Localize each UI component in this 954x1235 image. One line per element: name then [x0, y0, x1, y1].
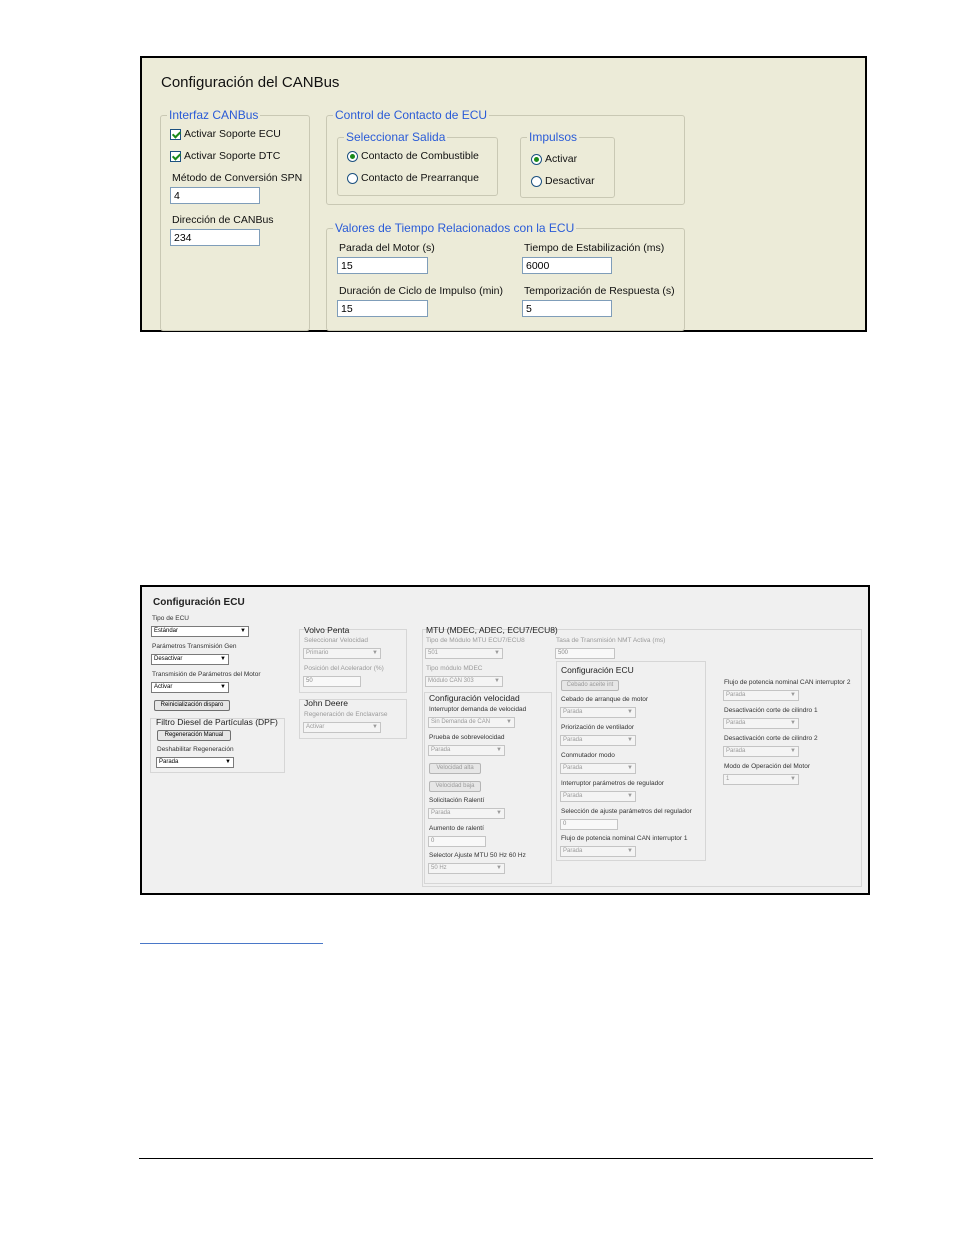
pulse-cycle-duration-label: Duración de Ciclo de Impulso (min)	[339, 285, 503, 297]
dpf-group	[150, 718, 285, 773]
mdec-type-label: Tipo módulo MDEC	[426, 665, 483, 672]
footer-rule	[139, 1158, 873, 1159]
engine-stop-label: Parada del Motor (s)	[339, 242, 435, 254]
volvo-penta-title: Volvo Penta	[304, 625, 350, 635]
deere-regen-dropdown[interactable]	[303, 722, 381, 733]
cyl-cutout-2-value: Parada	[726, 748, 746, 754]
gen-params-label: Parámetros Transmisión Gen	[152, 643, 237, 650]
chevron-down-icon: ▼	[220, 684, 226, 690]
chevron-down-icon: ▼	[627, 737, 633, 743]
idle-request-value: Parada	[431, 810, 451, 816]
volvo-speed-dropdown[interactable]	[303, 648, 381, 659]
fuel-contact-radio[interactable]	[347, 150, 479, 162]
pulses-disable-label: Desactivar	[545, 175, 595, 187]
governor-switch-dropdown[interactable]	[560, 791, 636, 802]
ecu-support-checkbox[interactable]	[170, 128, 281, 140]
canbus-address-label: Dirección de CANBus	[172, 214, 274, 226]
mode-switch-label: Conmutador modo	[561, 752, 615, 759]
engine-params-value: Activar	[154, 684, 173, 690]
interfaz-canbus-legend: Interfaz CANBus	[169, 108, 259, 122]
chevron-down-icon: ▼	[494, 650, 500, 656]
power-flow-2-dropdown[interactable]	[723, 690, 799, 701]
chevron-down-icon: ▼	[220, 656, 226, 662]
overspeed-test-value: Parada	[431, 747, 451, 753]
gen-params-value: Desactivar	[154, 656, 183, 662]
disable-regen-dropdown[interactable]	[156, 757, 234, 768]
mtu-module-dropdown[interactable]	[425, 648, 503, 659]
speed-demand-dropdown[interactable]	[428, 717, 515, 728]
canbus-address-input[interactable]: 234	[170, 229, 260, 246]
chevron-down-icon: ▼	[627, 765, 633, 771]
chevron-down-icon: ▼	[240, 628, 246, 634]
john-deere-title: John Deere	[304, 698, 348, 708]
start-prime-dropdown[interactable]	[560, 707, 636, 718]
chevron-down-icon: ▼	[627, 848, 633, 854]
ecu-type-value: Estándar	[154, 628, 179, 634]
cyl-cutout-1-value: Parada	[726, 720, 746, 726]
dpf-title: Filtro Diesel de Partículas (DPF)	[156, 717, 278, 727]
ecu-support-label: Activar Soporte ECU	[184, 128, 281, 140]
mtu-ecu-config-title: Configuración ECU	[561, 665, 634, 675]
mtu-module-value: 501	[428, 650, 439, 656]
disable-regen-label: Deshabilitar Regeneración	[157, 746, 234, 753]
response-timing-input[interactable]: 5	[522, 300, 612, 317]
disable-regen-value: Parada	[159, 759, 179, 765]
nmt-rate-label: Tasa de Transmisión NMT Activa (ms)	[556, 637, 666, 644]
freq-selector-dropdown[interactable]	[428, 863, 505, 874]
checkbox-checked-icon[interactable]	[170, 151, 181, 162]
mtu-ecu-config-group	[556, 661, 706, 861]
freq-selector-value: 50 Hz	[431, 865, 447, 871]
power-flow-1-label: Flujo de potencia nominal CAN interruptor 1	[561, 835, 688, 842]
speed-demand-value: Sin Demanda de CAN	[431, 719, 491, 725]
volvo-throttle-label: Posición del Acelerador (%)	[304, 665, 384, 672]
volvo-speed-value: Primario	[306, 650, 329, 656]
overspeed-test-dropdown[interactable]	[428, 745, 505, 756]
chevron-down-icon: ▼	[790, 776, 796, 782]
precrank-contact-label: Contacto de Prearranque	[361, 172, 479, 184]
mtu-module-label: Tipo de Módulo MTU ECU7/ECU8	[426, 637, 525, 644]
chevron-down-icon: ▼	[372, 724, 378, 730]
spn-method-label: Método de Conversión SPN	[172, 172, 303, 184]
ecu-time-values-legend: Valores de Tiempo Relacionados con la ECU	[335, 221, 575, 235]
pulses-group	[520, 130, 615, 198]
chevron-down-icon: ▼	[372, 650, 378, 656]
radio-selected-icon[interactable]	[531, 154, 542, 165]
engine-mode-dropdown[interactable]	[723, 774, 799, 785]
low-speed-button[interactable]: Velocidad baja	[429, 781, 481, 792]
dtc-support-label: Activar Soporte DTC	[184, 150, 281, 162]
chevron-down-icon: ▼	[627, 709, 633, 715]
pulses-enable-label: Activar	[545, 153, 578, 165]
chevron-down-icon: ▼	[225, 759, 231, 765]
high-speed-button[interactable]: Velocidad alta	[429, 763, 481, 774]
idle-increase-label: Aumento de ralentí	[429, 825, 484, 832]
chevron-down-icon: ▼	[496, 810, 502, 816]
response-timing-label: Temporización de Respuesta (s)	[524, 285, 675, 297]
chevron-down-icon: ▼	[790, 720, 796, 726]
dtc-support-checkbox[interactable]	[170, 150, 280, 162]
chevron-down-icon: ▼	[496, 747, 502, 753]
speed-demand-label: Interruptor demanda de velocidad	[429, 706, 527, 713]
power-flow-1-value: Parada	[563, 848, 583, 854]
idle-request-dropdown[interactable]	[428, 808, 505, 819]
mode-switch-dropdown[interactable]	[560, 763, 636, 774]
interfaz-canbus-group	[160, 108, 310, 331]
start-prime-label: Cebado de arranque de motor	[561, 696, 649, 703]
governor-select-input[interactable]: 0	[560, 819, 618, 830]
ecu-type-label: Tipo de ECU	[152, 615, 189, 622]
checkbox-checked-icon[interactable]	[170, 129, 181, 140]
canbus-config-panel	[140, 56, 867, 332]
reset-trip-button[interactable]: Reinicialización disparo	[154, 700, 230, 711]
mtu-title: MTU (MDEC, ADEC, ECU7/ECU8)	[426, 625, 558, 635]
precrank-contact-radio[interactable]	[347, 172, 479, 184]
ecu-title: Configuración ECU	[153, 597, 245, 608]
chevron-down-icon: ▼	[496, 865, 502, 871]
mdec-type-dropdown[interactable]	[425, 676, 503, 687]
engine-mode-label: Modo de Operación del Motor	[724, 763, 810, 770]
canbus-title: Configuración del CANBus	[161, 74, 340, 91]
pulses-disable-radio[interactable]	[531, 175, 595, 187]
volvo-throttle-input[interactable]: 50	[303, 676, 361, 687]
output-select-group	[337, 130, 498, 196]
freq-selector-label: Selector Ajuste MTU 50 Hz 60 Hz	[429, 852, 526, 859]
idle-increase-input[interactable]: 0	[428, 836, 486, 847]
chevron-down-icon: ▼	[790, 692, 796, 698]
stabilization-time-input[interactable]: 6000	[522, 257, 612, 274]
engine-params-dropdown[interactable]	[151, 682, 229, 693]
pulses-legend: Impulsos	[529, 130, 578, 144]
overspeed-test-label: Prueba de sobrevelocidad	[429, 734, 505, 741]
radio-unselected-icon[interactable]	[531, 176, 542, 187]
chevron-down-icon: ▼	[494, 678, 500, 684]
fan-priority-value: Parada	[563, 737, 583, 743]
fan-priority-label: Priorización de ventilador	[561, 724, 634, 731]
output-select-legend: Seleccionar Salida	[346, 130, 446, 144]
pulses-enable-radio[interactable]	[531, 153, 577, 165]
radio-selected-icon[interactable]	[347, 151, 358, 162]
power-flow-2-label: Flujo de potencia nominal CAN interruptor 2	[724, 679, 851, 686]
engine-stop-input[interactable]: 15	[337, 257, 428, 274]
engine-params-label: Transmisión de Parámetros del Motor	[152, 671, 261, 678]
stabilization-time-label: Tiempo de Estabilización (ms)	[524, 242, 665, 254]
contact-control-legend: Control de Contacto de ECU	[335, 108, 488, 122]
speed-config-title: Configuración velocidad	[429, 693, 520, 703]
manual-regen-button[interactable]: Regeneración Manual	[157, 730, 231, 741]
cyl-cutout-2-label: Desactivación corte de cilindro 2	[724, 735, 818, 742]
volvo-speed-label: Seleccionar Velocidad	[304, 637, 368, 644]
chevron-down-icon: ▼	[790, 748, 796, 754]
spn-method-input[interactable]: 4	[170, 187, 260, 204]
ecu-time-values-group	[326, 221, 685, 331]
gen-params-dropdown[interactable]	[151, 654, 229, 665]
nmt-rate-input[interactable]: 500	[555, 648, 615, 659]
power-flow-2-value: Parada	[726, 692, 746, 698]
governor-switch-value: Parada	[563, 793, 583, 799]
ecu-config-panel	[140, 585, 870, 895]
mdec-type-value: Módulo CAN 303	[428, 678, 474, 684]
start-prime-value: Parada	[563, 709, 583, 715]
fuel-contact-label: Contacto de Combustible	[361, 150, 479, 162]
pulse-cycle-duration-input[interactable]: 15	[337, 300, 428, 317]
cyl-cutout-1-dropdown[interactable]	[723, 718, 799, 729]
footnote-rule	[140, 943, 323, 944]
cyl-cutout-2-dropdown[interactable]	[723, 746, 799, 757]
contact-control-group	[326, 108, 685, 205]
engine-mode-value: 1	[726, 776, 730, 782]
ecu-type-dropdown[interactable]	[151, 626, 249, 637]
idle-request-label: Solicitación Ralentí	[429, 797, 485, 804]
fan-priority-dropdown[interactable]	[560, 735, 636, 746]
governor-select-label: Selección de ajuste parámetros del regulador	[561, 808, 692, 815]
radio-unselected-icon[interactable]	[347, 173, 358, 184]
cyl-cutout-1-label: Desactivación corte de cilindro 1	[724, 707, 818, 714]
oil-prime-button[interactable]: Cebado aceite int	[561, 680, 619, 691]
deere-regen-label: Regeneración de Enclavarse	[304, 711, 388, 718]
power-flow-1-dropdown[interactable]	[560, 846, 636, 857]
deere-regen-value: Activar	[306, 724, 325, 730]
chevron-down-icon: ▼	[627, 793, 633, 799]
mode-switch-value: Parada	[563, 765, 583, 771]
chevron-down-icon: ▼	[506, 719, 512, 725]
governor-switch-label: Interruptor parámetros de regulador	[561, 780, 664, 787]
